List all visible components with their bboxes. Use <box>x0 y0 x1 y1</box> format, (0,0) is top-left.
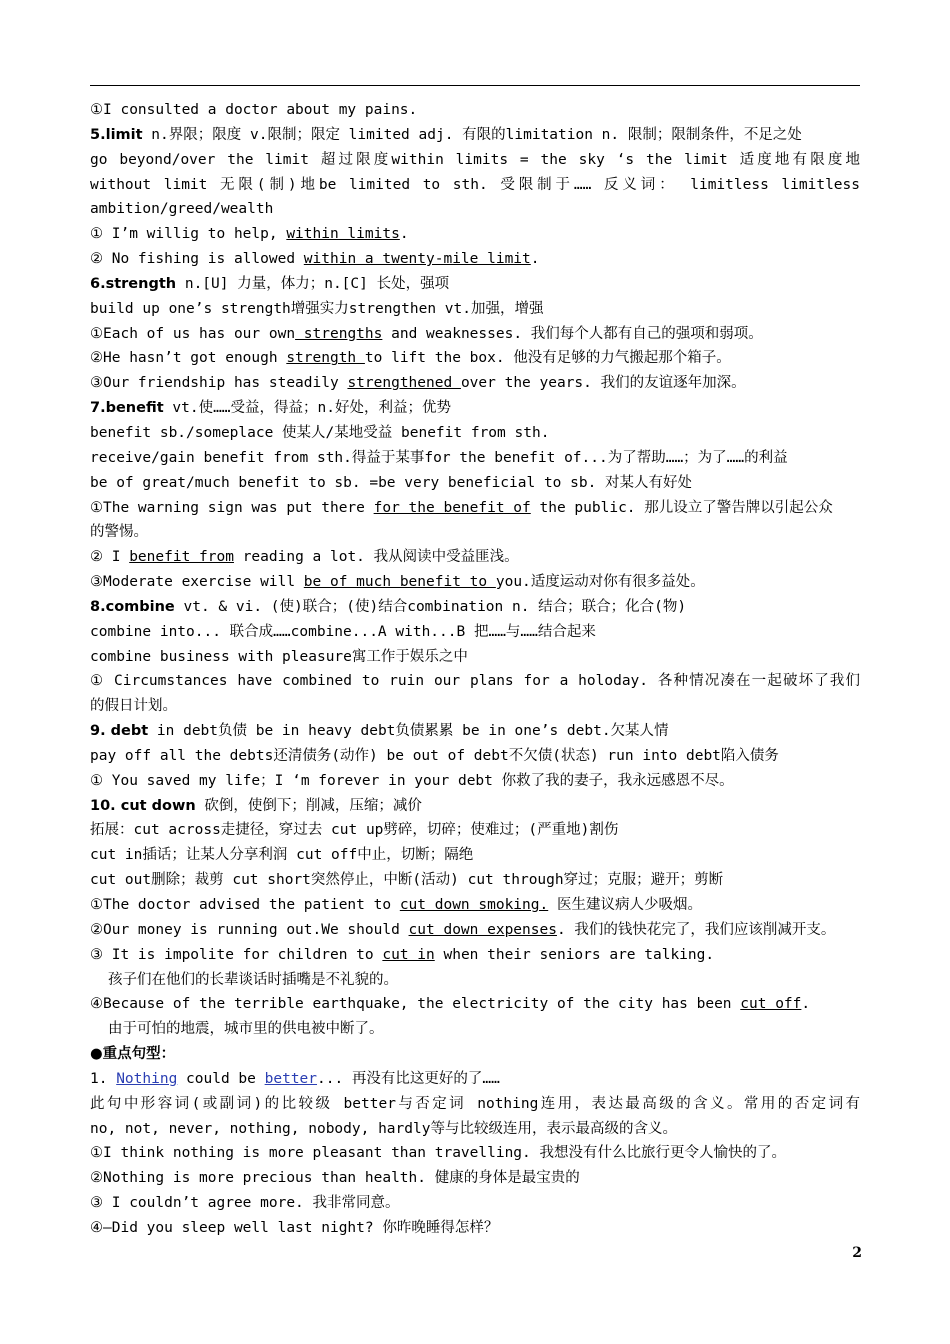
underlined-phrase: be of much benefit to <box>303 574 496 591</box>
example-text: over the years. 我们的友谊逐年加深。 <box>460 375 746 392</box>
example-line <box>90 496 860 521</box>
entry-cut-down <box>90 794 860 819</box>
text-line: 此句中形容词(或副词)的比较级 better与否定词 nothing连用，表达最高级的含义。常用的否定词有 <box>90 1095 860 1112</box>
example-text: the public. 那儿设立了警告牌以引起公众 <box>530 499 833 516</box>
underlined-phrase: for the benefit of <box>373 499 531 516</box>
entry-definition: n.界限；限度 v.限制；限定 limited adj. 有限的limitation n. 限制；限制条件，不足之处 <box>142 126 802 143</box>
example-text: ② I <box>90 549 130 566</box>
example-text: ①The warning sign was put there <box>90 499 374 516</box>
entry-definition: n.[U] 力量，体力；n.[C] 长处，强项 <box>176 275 450 292</box>
header-rule <box>90 85 860 86</box>
example-text: you.适度运动对你有很多益处。 <box>495 574 705 591</box>
underlined-phrase: strength <box>286 350 365 367</box>
section-heading: ●重点句型： <box>90 1046 176 1063</box>
example-text: 医生建议病人少吸烟。 <box>548 897 702 913</box>
entry-limit <box>90 123 860 148</box>
text-line: build up one’s strength增强实力strengthen vt.加强，增强 <box>90 300 544 317</box>
example-line <box>90 893 860 918</box>
entry-title: 7.benefit <box>90 400 164 417</box>
example-text: and weaknesses. 我们每个人都有自己的强项和弱项。 <box>382 325 763 342</box>
example-text: . <box>530 251 540 268</box>
example-text: . 我们的钱快花完了，我们应该削减开支。 <box>556 921 836 938</box>
entry-title: 9. debt <box>90 723 149 740</box>
translation-line: 孩子们在他们的长辈谈话时插嘴是不礼貌的。 <box>108 971 398 988</box>
example-line <box>90 322 860 347</box>
example-line: ① You saved my life；I ‘m forever in your debt 你救了我的妻子，我永远感恩不尽。 <box>90 772 734 789</box>
highlighted-word: Nothing <box>116 1070 178 1087</box>
entry-definition: vt. & vi. (使)联合；(使)结合combination n. 结合；联合；化合(物) <box>174 598 687 615</box>
underlined-phrase: cut down expenses <box>408 921 557 938</box>
underlined-phrase: within a twenty-mile limit <box>303 251 531 268</box>
entry-title: 5.limit <box>90 126 143 143</box>
example-text: ③Our friendship has steadily <box>90 375 348 392</box>
example-text: ①The doctor advised the patient to <box>90 897 400 913</box>
text-line: receive/gain benefit from sth.得益于某事for the benefit of...为了帮助……；为了……的利益 <box>90 449 788 466</box>
text-line: no, not, never, nothing, nobody, hardly等与比较级连用，表示最高级的含义。 <box>90 1120 677 1137</box>
example-text: ②Our money is running out.We should <box>90 921 409 938</box>
example-text: reading a lot. 我从阅读中受益匪浅。 <box>233 549 519 566</box>
example-text: ② No fishing is allowed <box>90 251 304 268</box>
page-number: 2 <box>852 1245 862 1261</box>
text-line: go beyond/over the limit 超过限度within limits = the sky ‘s the limit 适度地有限度地 <box>90 151 860 168</box>
example-line: ③ I couldn’t agree more. 我非常同意。 <box>90 1195 400 1212</box>
text-line: 的假日计划。 <box>90 698 177 715</box>
document-body <box>90 98 860 1241</box>
underlined-phrase: benefit from <box>129 549 234 566</box>
example-text: when their seniors are talking. <box>434 946 715 963</box>
text-line: cut out删除；裁剪 cut short突然停止，中断(活动) cut through穿过；克服；避开；剪断 <box>90 872 724 889</box>
pattern-text: ... 再没有比这更好的了…… <box>317 1070 500 1087</box>
text-line: cut in插话；让某人分享利润 cut off中止，切断；隔绝 <box>90 847 474 864</box>
text-line: without limit 无限(制)地be limited to sth. 受限制于…… 反义词： limitless limitless <box>90 176 860 193</box>
pattern-number: 1. <box>90 1070 117 1087</box>
example-text: ③ It is impolite for children to <box>90 946 383 963</box>
entry-definition: vt.使……受益，得益；n.好处，利益；优势 <box>163 400 451 417</box>
text-line: benefit sb./someplace 使某人/某地受益 benefit from sth. <box>90 424 550 441</box>
example-text: to lift the box. 他没有足够的力气搬起那个箱子。 <box>364 350 731 367</box>
example-line: ①I think nothing is more pleasant than travelling. 我想没有什么比旅行更令人愉快的了。 <box>90 1145 786 1162</box>
entry-title: 6.strength <box>90 275 177 292</box>
entry-benefit <box>90 396 860 421</box>
entry-title: 10. cut down <box>90 797 196 814</box>
example-line <box>90 371 860 396</box>
underlined-phrase: cut down smoking. <box>399 897 549 913</box>
example-text: . <box>399 226 409 243</box>
entry-definition: 砍倒，使倒下；削减，压缩；减价 <box>195 797 422 814</box>
example-line: ① Circumstances have combined to ruin our plans for a holoday. 各种情况凑在一起破坏了我们 <box>90 673 860 690</box>
example-line: ④—Did you sleep well last night? 你昨晚睡得怎样？ <box>90 1219 499 1236</box>
underlined-phrase: within limits <box>286 226 400 243</box>
text-line: combine business with pleasure寓工作于娱乐之中 <box>90 648 468 665</box>
text-line: ambition/greed/wealth <box>90 201 274 218</box>
translation-line: 由于可怕的地震，城市里的供电被中断了。 <box>108 1021 384 1038</box>
example-line <box>90 545 860 570</box>
entry-debt <box>90 719 860 744</box>
entry-title: 8.combine <box>90 598 175 615</box>
example-text: ① I’m willig to help, <box>90 226 287 243</box>
example-text: ③Moderate exercise will <box>90 574 304 591</box>
example-line <box>90 570 860 595</box>
example-line <box>90 346 860 371</box>
example-line <box>90 247 860 272</box>
highlighted-word: better <box>264 1070 318 1087</box>
example-line: ②Nothing is more precious than health. 健康的身体是最宝贵的 <box>90 1170 580 1187</box>
example-text: ④Because of the terrible earthquake, the electricity of the city has been <box>90 996 741 1013</box>
text-line: 拓展：cut across走捷径，穿过去 cut up劈碎，切碎；使难过；(严重地)割伤 <box>90 822 619 839</box>
example-text: ②He hasn’t got enough <box>90 350 287 367</box>
entry-strength <box>90 272 860 297</box>
example-line: ①I consulted a doctor about my pains. <box>90 102 418 118</box>
example-line <box>90 918 860 943</box>
pattern-text: could be <box>177 1070 265 1087</box>
underlined-phrase: strengths <box>295 325 383 342</box>
example-text: ①Each of us has our own <box>90 325 296 342</box>
example-line <box>90 992 860 1017</box>
entry-definition: in debt负债 be in heavy debt负债累累 be in one’s debt.欠某人情 <box>148 723 669 740</box>
example-line <box>90 943 860 968</box>
text-line: pay off all the debts还清债务(动作) be out of debt不欠债(状态) run into debt陷入债务 <box>90 747 779 764</box>
underlined-phrase: cut off <box>740 996 802 1013</box>
underlined-phrase: strengthened <box>347 375 461 392</box>
underlined-phrase: cut in <box>382 946 435 963</box>
pattern-line <box>90 1067 860 1092</box>
text-line: be of great/much benefit to sb. =be very beneficial to sb. 对某人有好处 <box>90 474 693 491</box>
text-line: 的警惕。 <box>90 524 148 541</box>
text-line: combine into... 联合成……combine...A with...B 把……与……结合起来 <box>90 623 596 640</box>
entry-combine <box>90 595 860 620</box>
example-line <box>90 222 860 247</box>
example-text: . <box>801 996 811 1013</box>
